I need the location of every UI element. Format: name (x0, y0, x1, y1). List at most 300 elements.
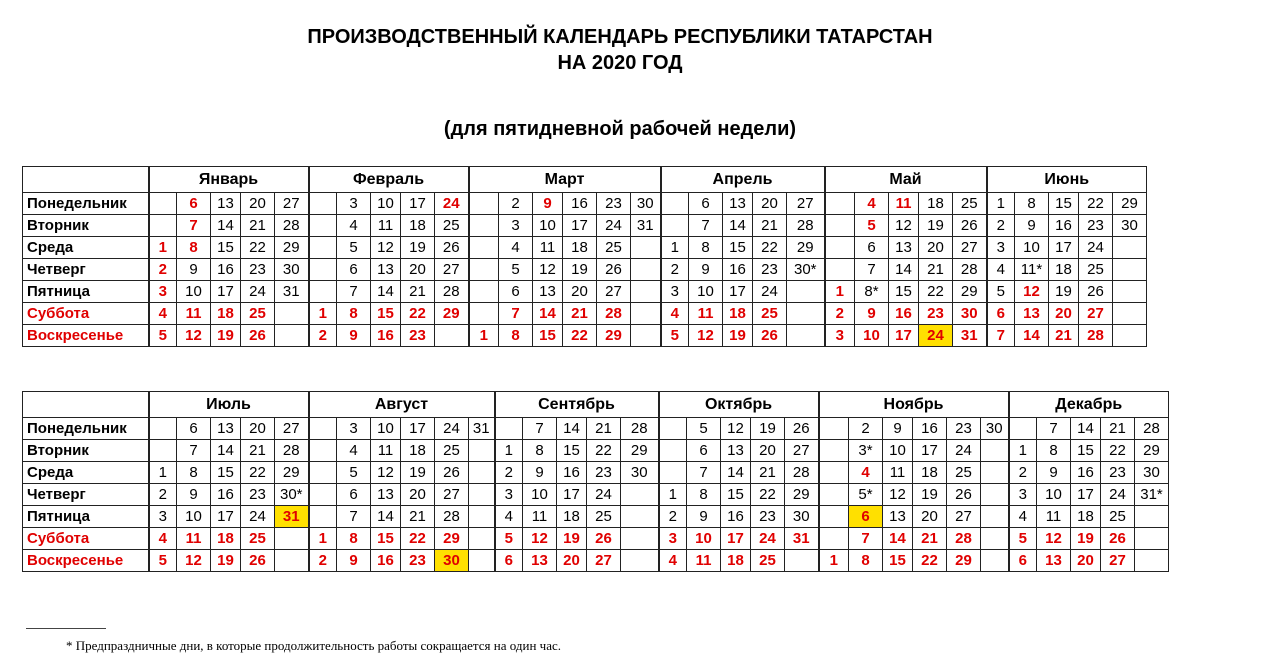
date-cell: 9 (689, 259, 723, 281)
date-cell: 10 (177, 281, 211, 303)
date-cell: 30 (275, 259, 309, 281)
date-cell (469, 259, 499, 281)
date-cell: 10 (177, 506, 211, 528)
date-cell (309, 193, 337, 215)
footnote: * Предпраздничные дни, в которые продолжительность работы сокращается на один час. (66, 638, 561, 653)
date-cell: 29 (1135, 440, 1169, 462)
date-cell: 12 (1015, 281, 1049, 303)
date-cell: 22 (401, 303, 435, 325)
date-cell (825, 215, 855, 237)
date-cell: 27 (587, 550, 621, 572)
date-cell: 12 (371, 462, 401, 484)
day-name: Среда (23, 237, 149, 259)
date-cell: 20 (1071, 550, 1101, 572)
date-cell: 11 (177, 528, 211, 550)
date-cell: 16 (371, 550, 401, 572)
date-cell (631, 325, 661, 347)
day-name: Понедельник (23, 193, 149, 215)
date-cell: 13 (211, 193, 241, 215)
date-cell: 24 (597, 215, 631, 237)
date-cell: 28 (275, 215, 309, 237)
date-cell: 6 (337, 484, 371, 506)
date-cell: 17 (723, 281, 753, 303)
date-cell: 17 (889, 325, 919, 347)
date-cell: 14 (889, 259, 919, 281)
date-cell: 27 (435, 259, 469, 281)
date-cell: 27 (953, 237, 987, 259)
date-cell: 19 (557, 528, 587, 550)
date-cell: 27 (1101, 550, 1135, 572)
month-name: Июль (149, 392, 309, 418)
date-cell: 7 (523, 418, 557, 440)
date-cell: 10 (687, 528, 721, 550)
date-cell: 23 (1101, 462, 1135, 484)
date-cell: 25 (241, 303, 275, 325)
date-cell (275, 325, 309, 347)
date-cell: 24 (919, 325, 953, 347)
date-cell: 9 (177, 484, 211, 506)
date-cell: 24 (947, 440, 981, 462)
week-row (23, 215, 1147, 237)
date-cell: 29 (785, 484, 819, 506)
date-cell (149, 193, 177, 215)
date-cell: 23 (597, 193, 631, 215)
date-cell: 5 (855, 215, 889, 237)
date-cell: 1 (309, 303, 337, 325)
date-cell: 2 (659, 506, 687, 528)
date-cell (819, 462, 849, 484)
date-cell: 5 (687, 418, 721, 440)
date-cell: 3 (495, 484, 523, 506)
date-cell: 21 (751, 462, 785, 484)
date-cell (309, 440, 337, 462)
date-cell: 23 (401, 325, 435, 347)
week-row (23, 303, 1147, 325)
date-cell: 29 (435, 528, 469, 550)
date-cell: 2 (149, 259, 177, 281)
date-cell: 11 (889, 193, 919, 215)
date-cell: 21 (919, 259, 953, 281)
date-cell (1113, 259, 1147, 281)
date-cell: 1 (149, 237, 177, 259)
date-cell (435, 325, 469, 347)
date-cell: 17 (401, 193, 435, 215)
date-cell (469, 528, 495, 550)
date-cell: 19 (723, 325, 753, 347)
date-cell (787, 281, 825, 303)
date-cell: 27 (275, 193, 309, 215)
date-cell: 18 (721, 550, 751, 572)
date-cell: 25 (953, 193, 987, 215)
date-cell: 27 (275, 418, 309, 440)
date-cell: 5* (849, 484, 883, 506)
date-cell: 16 (211, 484, 241, 506)
date-cell (469, 193, 499, 215)
date-cell: 3 (1009, 484, 1037, 506)
date-cell: 13 (371, 484, 401, 506)
date-cell: 14 (1071, 418, 1101, 440)
date-cell (469, 281, 499, 303)
date-cell (1009, 418, 1037, 440)
date-cell (785, 550, 819, 572)
date-cell: 5 (149, 325, 177, 347)
date-cell: 10 (371, 193, 401, 215)
week-row (23, 325, 1147, 347)
date-cell: 24 (1079, 237, 1113, 259)
date-cell: 27 (1079, 303, 1113, 325)
week-row (23, 528, 1169, 550)
date-cell: 19 (1071, 528, 1101, 550)
date-cell: 20 (401, 259, 435, 281)
date-cell: 23 (753, 259, 787, 281)
date-cell (631, 281, 661, 303)
date-cell: 9 (523, 462, 557, 484)
date-cell: 17 (211, 281, 241, 303)
date-cell: 18 (1071, 506, 1101, 528)
date-cell: 26 (753, 325, 787, 347)
date-cell: 1 (819, 550, 849, 572)
date-cell: 21 (401, 281, 435, 303)
date-cell: 30* (275, 484, 309, 506)
day-name: Среда (23, 462, 149, 484)
date-cell: 22 (1101, 440, 1135, 462)
date-cell (1113, 237, 1147, 259)
date-cell: 5 (661, 325, 689, 347)
date-cell: 8 (849, 550, 883, 572)
date-cell: 5 (337, 462, 371, 484)
date-cell: 28 (787, 215, 825, 237)
date-cell: 31 (275, 281, 309, 303)
date-cell (309, 259, 337, 281)
date-cell: 13 (723, 193, 753, 215)
date-cell: 14 (533, 303, 563, 325)
date-cell: 30 (631, 193, 661, 215)
date-cell: 26 (953, 215, 987, 237)
date-cell: 12 (1037, 528, 1071, 550)
date-cell: 25 (947, 462, 981, 484)
date-cell (275, 303, 309, 325)
date-cell: 25 (1101, 506, 1135, 528)
date-cell: 16 (557, 462, 587, 484)
date-cell: 22 (241, 237, 275, 259)
week-row (23, 259, 1147, 281)
date-cell: 23 (241, 259, 275, 281)
date-cell: 19 (919, 215, 953, 237)
date-cell: 26 (587, 528, 621, 550)
date-cell (825, 237, 855, 259)
date-cell: 1 (149, 462, 177, 484)
date-cell: 16 (1071, 462, 1101, 484)
date-cell: 23 (919, 303, 953, 325)
date-cell: 9 (337, 325, 371, 347)
date-cell: 11 (523, 506, 557, 528)
day-name: Пятница (23, 281, 149, 303)
date-cell: 10 (533, 215, 563, 237)
date-cell: 3 (337, 193, 371, 215)
date-cell: 3 (659, 528, 687, 550)
month-name: Май (825, 167, 987, 193)
date-cell (819, 506, 849, 528)
date-cell: 2 (849, 418, 883, 440)
date-cell: 28 (785, 462, 819, 484)
date-cell: 25 (753, 303, 787, 325)
date-cell: 18 (1049, 259, 1079, 281)
date-cell (1113, 303, 1147, 325)
month-name: Март (469, 167, 661, 193)
date-cell: 17 (557, 484, 587, 506)
date-cell: 5 (495, 528, 523, 550)
date-cell: 6 (337, 259, 371, 281)
date-cell: 18 (401, 215, 435, 237)
page-subtitle: (для пятидневной рабочей недели) (443, 118, 797, 140)
date-cell: 31 (469, 418, 495, 440)
date-cell: 24 (1101, 484, 1135, 506)
date-cell (819, 440, 849, 462)
date-cell: 26 (785, 418, 819, 440)
date-cell: 30 (1113, 215, 1147, 237)
date-cell: 20 (1049, 303, 1079, 325)
date-cell (275, 550, 309, 572)
month-name: Январь (149, 167, 309, 193)
date-cell: 14 (723, 215, 753, 237)
date-cell: 20 (401, 484, 435, 506)
date-cell (275, 528, 309, 550)
date-cell: 21 (587, 418, 621, 440)
week-row (23, 550, 1169, 572)
header-corner (23, 392, 149, 418)
date-cell: 13 (721, 440, 751, 462)
date-cell: 12 (523, 528, 557, 550)
date-cell: 4 (337, 440, 371, 462)
date-cell: 6 (495, 550, 523, 572)
date-cell: 13 (371, 259, 401, 281)
date-cell: 26 (947, 484, 981, 506)
date-cell: 2 (149, 484, 177, 506)
date-cell: 9 (337, 550, 371, 572)
date-cell: 8 (177, 462, 211, 484)
date-cell: 2 (825, 303, 855, 325)
date-cell: 8 (1015, 193, 1049, 215)
date-cell: 29 (947, 550, 981, 572)
date-cell: 21 (913, 528, 947, 550)
date-cell: 29 (621, 440, 659, 462)
date-cell (787, 325, 825, 347)
date-cell (787, 303, 825, 325)
date-cell (309, 281, 337, 303)
date-cell: 30* (787, 259, 825, 281)
date-cell (469, 440, 495, 462)
date-cell: 25 (597, 237, 631, 259)
date-cell: 23 (751, 506, 785, 528)
date-cell: 5 (987, 281, 1015, 303)
date-cell: 15 (371, 528, 401, 550)
date-cell: 2 (661, 259, 689, 281)
date-cell: 18 (211, 303, 241, 325)
date-cell: 22 (753, 237, 787, 259)
day-name: Воскресенье (23, 325, 149, 347)
date-cell: 12 (689, 325, 723, 347)
date-cell: 11 (687, 550, 721, 572)
date-cell: 7 (689, 215, 723, 237)
date-cell (819, 418, 849, 440)
date-cell: 11 (689, 303, 723, 325)
date-cell: 19 (563, 259, 597, 281)
date-cell: 10 (523, 484, 557, 506)
date-cell: 19 (401, 462, 435, 484)
date-cell: 18 (557, 506, 587, 528)
date-cell: 15 (723, 237, 753, 259)
date-cell: 1 (825, 281, 855, 303)
date-cell: 28 (435, 506, 469, 528)
date-cell: 10 (1015, 237, 1049, 259)
date-cell: 29 (597, 325, 631, 347)
date-cell: 24 (241, 281, 275, 303)
date-cell: 6 (849, 506, 883, 528)
date-cell: 3 (149, 506, 177, 528)
date-cell: 16 (1049, 215, 1079, 237)
date-cell: 3 (499, 215, 533, 237)
date-cell: 28 (953, 259, 987, 281)
date-cell: 31 (275, 506, 309, 528)
date-cell: 15 (211, 237, 241, 259)
date-cell: 23 (241, 484, 275, 506)
date-cell: 27 (785, 440, 819, 462)
date-cell: 22 (751, 484, 785, 506)
week-row (23, 281, 1147, 303)
week-row (23, 484, 1169, 506)
date-cell: 22 (587, 440, 621, 462)
date-cell (621, 506, 659, 528)
date-cell: 3 (825, 325, 855, 347)
date-cell: 9 (177, 259, 211, 281)
date-cell: 26 (241, 550, 275, 572)
date-cell (661, 193, 689, 215)
date-cell (309, 484, 337, 506)
date-cell: 8 (687, 484, 721, 506)
week-row (23, 462, 1169, 484)
date-cell: 11 (371, 215, 401, 237)
date-cell: 19 (913, 484, 947, 506)
date-cell: 25 (751, 550, 785, 572)
date-cell: 14 (211, 215, 241, 237)
date-cell: 4 (495, 506, 523, 528)
date-cell: 5 (499, 259, 533, 281)
week-row (23, 237, 1147, 259)
date-cell: 15 (883, 550, 913, 572)
date-cell: 15 (1071, 440, 1101, 462)
date-cell: 24 (241, 506, 275, 528)
date-cell: 20 (751, 440, 785, 462)
date-cell (469, 303, 499, 325)
date-cell: 30 (435, 550, 469, 572)
date-cell: 1 (469, 325, 499, 347)
date-cell: 3 (149, 281, 177, 303)
date-cell: 27 (435, 484, 469, 506)
date-cell: 20 (919, 237, 953, 259)
date-cell: 20 (753, 193, 787, 215)
date-cell: 16 (721, 506, 751, 528)
day-name: Воскресенье (23, 550, 149, 572)
date-cell (495, 418, 523, 440)
date-cell: 12 (889, 215, 919, 237)
date-cell: 6 (1009, 550, 1037, 572)
date-cell: 29 (275, 462, 309, 484)
date-cell (981, 462, 1009, 484)
date-cell (1113, 281, 1147, 303)
date-cell (1113, 325, 1147, 347)
date-cell: 24 (435, 418, 469, 440)
date-cell: 4 (149, 303, 177, 325)
date-cell (631, 303, 661, 325)
date-cell: 21 (1049, 325, 1079, 347)
week-row (23, 506, 1169, 528)
date-cell: 20 (241, 418, 275, 440)
date-cell: 6 (689, 193, 723, 215)
date-cell: 5 (337, 237, 371, 259)
date-cell: 10 (1037, 484, 1071, 506)
date-cell: 7 (337, 281, 371, 303)
date-cell (981, 484, 1009, 506)
date-cell: 5 (1009, 528, 1037, 550)
date-cell: 1 (987, 193, 1015, 215)
date-cell: 23 (587, 462, 621, 484)
date-cell: 12 (721, 418, 751, 440)
date-cell: 21 (1101, 418, 1135, 440)
date-cell: 11 (533, 237, 563, 259)
date-cell (819, 484, 849, 506)
date-cell: 7 (849, 528, 883, 550)
date-cell: 18 (913, 462, 947, 484)
day-name: Пятница (23, 506, 149, 528)
date-cell (819, 528, 849, 550)
date-cell: 18 (401, 440, 435, 462)
date-cell: 17 (401, 418, 435, 440)
date-cell: 29 (275, 237, 309, 259)
date-cell: 28 (1079, 325, 1113, 347)
date-cell (1135, 528, 1169, 550)
date-cell: 26 (597, 259, 631, 281)
month-name: Август (309, 392, 495, 418)
date-cell: 8 (337, 528, 371, 550)
calendar-table-h1 (22, 166, 1147, 347)
date-cell: 18 (211, 528, 241, 550)
week-row (23, 440, 1169, 462)
date-cell (149, 418, 177, 440)
date-cell: 30 (621, 462, 659, 484)
date-cell: 4 (499, 237, 533, 259)
date-cell: 13 (523, 550, 557, 572)
date-cell: 18 (919, 193, 953, 215)
date-cell: 8 (177, 237, 211, 259)
date-cell (981, 506, 1009, 528)
date-cell: 19 (211, 325, 241, 347)
date-cell: 8 (337, 303, 371, 325)
day-name: Четверг (23, 484, 149, 506)
date-cell (659, 462, 687, 484)
date-cell: 27 (787, 193, 825, 215)
date-cell (309, 462, 337, 484)
calendar-table-h2 (22, 391, 1169, 572)
date-cell: 4 (149, 528, 177, 550)
date-cell: 12 (371, 237, 401, 259)
date-cell: 31 (631, 215, 661, 237)
date-cell (631, 259, 661, 281)
date-cell: 6 (499, 281, 533, 303)
date-cell: 7 (337, 506, 371, 528)
date-cell: 4 (849, 462, 883, 484)
day-name: Вторник (23, 440, 149, 462)
date-cell: 2 (309, 550, 337, 572)
